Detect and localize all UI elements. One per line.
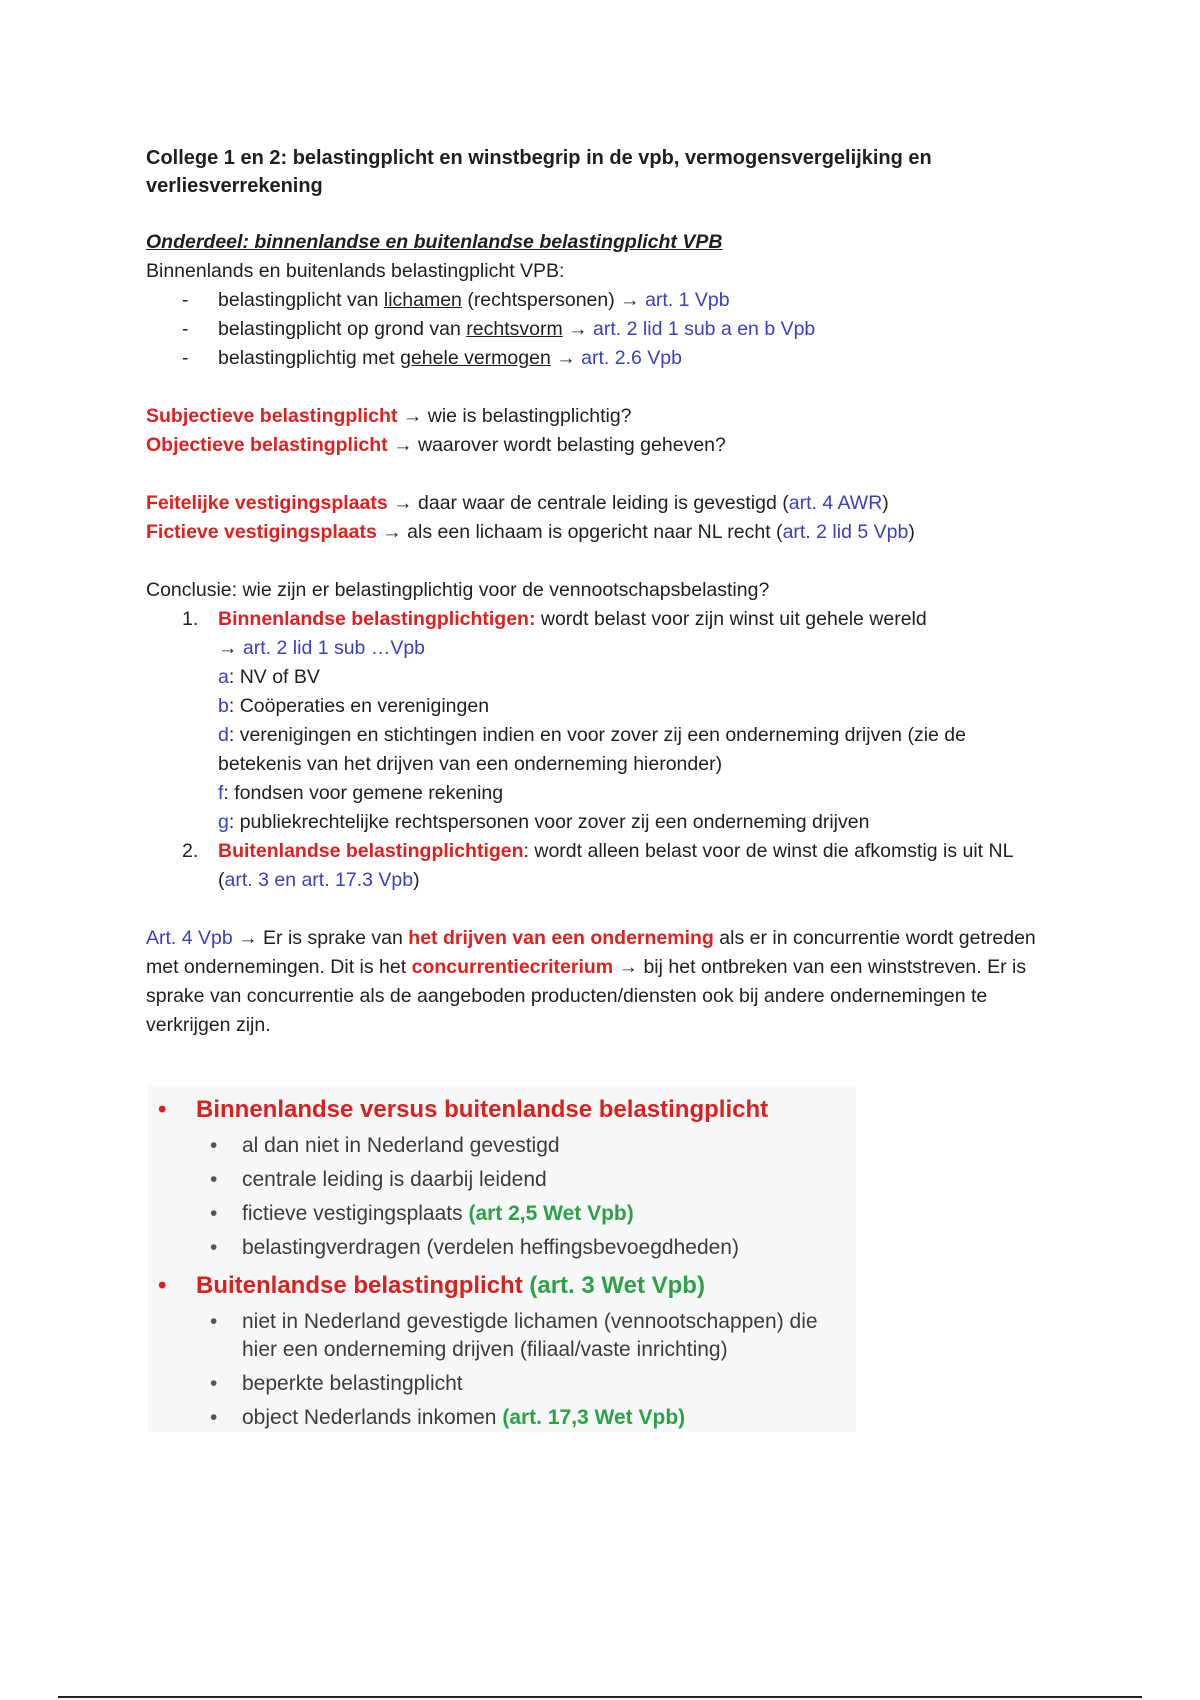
- page-divider: [58, 1696, 1142, 1698]
- numbered-list: [146, 605, 1046, 895]
- slide-heading-1: • Binnenlandse versus buitenlandse belastingplicht: [148, 1094, 856, 1126]
- slide-bullet: • beperkte belastingplicht: [148, 1370, 856, 1398]
- slide-bullet: • object Nederlands inkomen (art. 17,3 Wet Vpb): [148, 1404, 856, 1432]
- slide-bullet: • belastingverdragen (verdelen heffingsbevoegdheden): [148, 1234, 856, 1262]
- section-heading: Onderdeel: binnenlandse en buitenlandse belastingplicht VPB: [146, 231, 723, 253]
- article-ref: art. 1 Vpb: [645, 289, 730, 311]
- feitelijk-line: Feitelijke vestigingsplaats → daar waar de centrale leiding is gevestigd (art. 4 AWR): [146, 492, 889, 514]
- document-body: [146, 144, 1046, 1040]
- slide-bullet: • niet in Nederland gevestigde lichamen (vennootschappen) die hier een onderneming drijven (filiaal/vaste inrichting): [148, 1308, 856, 1364]
- art4-paragraph: Art. 4 Vpb → Er is sprake van het drijven van een onderneming als er in concurrentie wordt getreden met ondernemingen. Dit is het concurrentiecriterium → bij het ontbreken van een winststreven. Er is sprake van concurrentie als de aangeboden producten/diensten ook bij andere ondernemingen te verkrijgen zijn.: [146, 927, 1036, 1036]
- slide-bullet: • centrale leiding is daarbij leidend: [148, 1166, 856, 1194]
- list-item-2: 2. Buitenlandse belastingplichtigen: wordt alleen belast voor de winst die afkomstig is uit NL (art. 3 en art. 17.3 Vpb): [182, 840, 1013, 891]
- article-ref: art. 2 lid 1 sub a en b Vpb: [593, 318, 816, 340]
- list-item: - belastingplichtig met gehele vermogen → art. 2.6 Vpb: [182, 344, 1046, 373]
- list-item-1: 1. Binnenlandse belastingplichtigen: wordt belast voor zijn winst uit gehele wereld → art. 2 lid 1 sub …Vpb a: NV of BV b: Coöperaties en verenigingen d: verenigingen en stichtingen indien en voor zover zij een onderneming drijven (zie de betekenis van het drijven van een onderneming hieronder) f: fondsen voor gemene rekening g: publiekrechtelijke rechtspersonen voor zover zij een onderneming drijven: [182, 608, 966, 833]
- fictief-line: Fictieve vestigingsplaats → als een lichaam is opgericht naar NL recht (art. 2 lid 5 Vpb): [146, 521, 915, 543]
- objective-line: Objectieve belastingplicht → waarover wordt belasting geheven?: [146, 434, 726, 456]
- slide-heading-2: • Buitenlandse belastingplicht (art. 3 Wet Vpb): [148, 1270, 856, 1302]
- slide-bullet: • fictieve vestigingsplaats (art 2,5 Wet Vpb): [148, 1200, 856, 1228]
- intro-line: Binnenlands en buitenlands belastingplicht VPB:: [146, 260, 565, 282]
- list-item: - belastingplicht op grond van rechtsvorm → art. 2 lid 1 sub a en b Vpb: [182, 315, 1046, 344]
- slide-bullet: • al dan niet in Nederland gevestigd: [148, 1132, 856, 1160]
- article-ref: art. 2.6 Vpb: [581, 347, 682, 369]
- dash-list: [146, 286, 1046, 373]
- subjective-line: Subjectieve belastingplicht → wie is belastingplichtig?: [146, 405, 632, 427]
- document-title: College 1 en 2: belastingplicht en winstbegrip in de vpb, vermogensvergelijking en verliesverrekening: [146, 147, 932, 197]
- list-item: - belastingplicht van lichamen (rechtspersonen) → art. 1 Vpb: [182, 286, 1046, 315]
- slide-image: [148, 1086, 856, 1432]
- conclusie-line: Conclusie: wie zijn er belastingplichtig voor de vennootschapsbelasting?: [146, 579, 770, 601]
